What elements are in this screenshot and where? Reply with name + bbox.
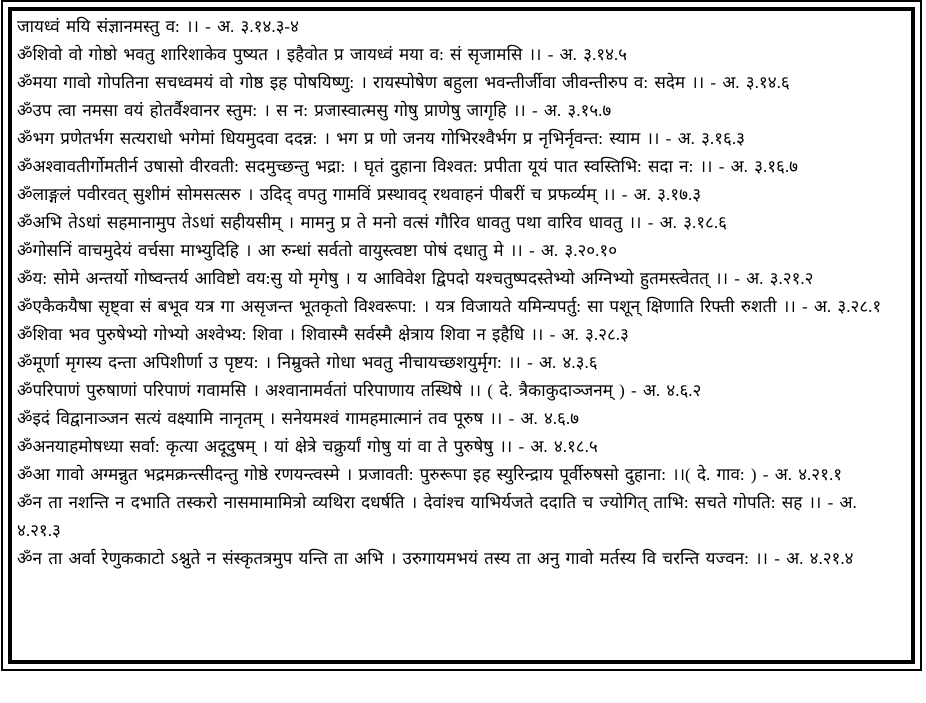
mantra-line: ॐअश्वावतीर्गोमतीर्न उषासो वीरवती: सदमुच्छन्तु भद्रा: । घृतं दुहाना विश्वत: प्रपीता यूयं पात स्वस्तिभि: सदा न: ।। - अ. ३.१६.७	[17, 157, 798, 176]
mantra-line: ॐमया गावो गोपतिना सचध्वमयं वो गोष्ठ इह पोषयिष्णु: । रायस्पोषेण बहुला भवन्तीर्जीवा जीवन्तीरुप व: सदेम ।। - अ. ३.१४.६	[17, 73, 790, 92]
mantra-line: ॐन ता अर्वा रेणुककाटो ऽश्नुते न संस्कृतत्रमुप यन्ति ता अभि । उरुगायमभयं तस्य ता अनु गावो मर्तस्य वि चरन्ति यज्वन: ।। - अ. ४.२१.४	[17, 549, 854, 568]
mantra-line: ॐउप त्वा नमसा वयं होतर्वैश्वानर स्तुम: । स न: प्रजास्वात्मसु गोषु प्राणेषु जागृहि ।। - अ. ३.१५.७	[17, 101, 612, 120]
mantra-line: जायध्वं मयि संज्ञानमस्तु व: ।। - अ. ३.१४.३-४	[17, 17, 299, 36]
document-frame	[1, 0, 922, 671]
mantra-line: ॐशिवो वो गोष्ठो भवतु शारिशाकेव पुष्यत । इहैवोत प्र जायध्वं मया व: सं सृजामसि ।। - अ. ३.१४.५	[17, 45, 628, 64]
mantra-line: ॐआ गावो अग्मन्नुत भद्रमक्रन्त्सीदन्तु गोष्ठे रणयन्त्वस्मे । प्रजावती: पुरुरूपा इह स्युरिन्द्राय पूर्वीरुषसो दुहाना: ।।( दे. गाव: ) - अ. ४.२१.१	[17, 465, 843, 484]
mantra-line: ॐइदं विद्वानाञ्जन सत्यं वक्ष्यामि नानृतम् । सनेयमश्वं गामहमात्मानं तव पूरुष ।। - अ. ४.६.७	[17, 409, 579, 428]
mantra-line: ॐलाङ्गलं पवीरवत् सुशीमं सोमसत्सरु । उदिद् वपतु गामविं प्रस्थावद् रथवाहनं पीबरीं च प्रफर्व्यम् ।। - अ. ३.१७.३	[17, 185, 702, 204]
mantra-line: ॐगोसनिं वाचमुदेयं वर्चसा माभ्युदिहि । आ रुन्धां सर्वतो वायुस्त्वष्टा पोषं दधातु मे ।। - अ. ३.२०.१०	[17, 241, 618, 260]
mantra-line: ॐमूर्णा मृगस्य दन्ता अपिशीर्णा उ पृष्टय: । निम्रुक्ते गोधा भवतु नीचायच्छशयुर्मृग: ।। - अ. ४.३.६	[17, 353, 598, 372]
mantra-line: ॐय: सोमे अन्तर्यो गोष्वन्तर्य आविष्टो वय:सु यो मृगेषु । य आविवेश द्विपदो यश्चतुष्पदस्तेभ्यो अग्निभ्यो हुतमस्त्वेतत् ।। - अ. ३.२१.२	[17, 269, 814, 288]
mantra-line: ॐशिवा भव पुरुषेभ्यो गोभ्यो अश्वेभ्य: शिवा । शिवास्मै सर्वस्मै क्षेत्राय शिवा न इहैधि ।। - अ. ३.२८.३	[17, 325, 629, 344]
mantra-line: ॐएकैकयैषा सृष्ट्वा सं बभूव यत्र गा असृजन्त भूतकृतो विश्वरूपा: । यत्र विजायते यमिन्यपर्तु: सा पशून् क्षिणाति रिफ्ती रुशती ।। - अ. ३.२८.१	[17, 297, 882, 316]
document-content	[8, 7, 915, 664]
mantra-line: ॐभग प्रणेतर्भग सत्यराधो भगेमां धियमुदवा ददन्न: । भग प्र णो जनय गोभिरश्वैर्भग प्र नृभिर्नृवन्त: स्याम ।। - अ. ३.१६.३	[17, 129, 745, 148]
mantra-line: ॐअभि तेऽधां सहमानामुप तेऽधां सहीयसीम् । मामनु प्र ते मनो वत्सं गौरिव धावतु पथा वारिव धावतु ।। - अ. ३.१८.६	[17, 213, 727, 232]
mantra-line: ॐपरिपाणं पुरुषाणां परिपाणं गवामसि । अश्वानामर्वतां परिपाणाय तस्थिषे ।। ( दे. त्रैकाकुदाञ्जनम् ) - अ. ४.६.२	[17, 381, 702, 400]
mantra-line: ॐन ता नशन्ति न दभाति तस्करो नासमामामित्रो व्यथिरा दधर्षति । देवांश्च याभिर्यजते ददाति च ज्योगित् ताभि: सचते गोपति: सह ।। - अ. ४.२१.३	[17, 493, 857, 540]
mantra-line: ॐअनयाहमोषध्या सर्वा: कृत्या अदूदुषम् । यां क्षेत्रे चक्रुर्यां गोषु यां वा ते पुरुषेषु ।। - अ. ४.१८.५	[17, 437, 598, 456]
